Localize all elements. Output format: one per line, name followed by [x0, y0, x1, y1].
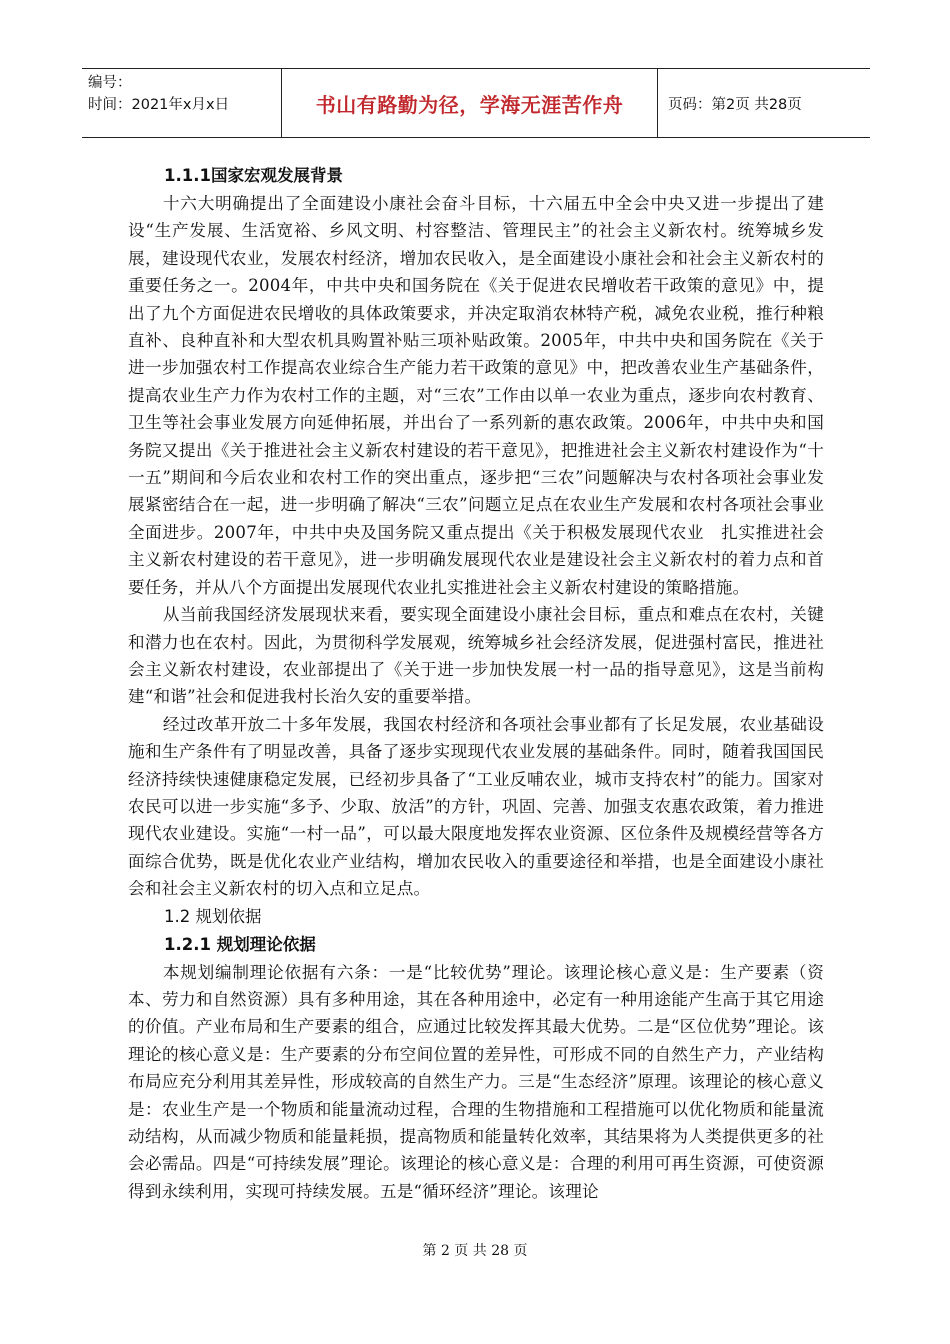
page-footer: 第 2 页 共 28 页: [422, 1243, 528, 1259]
section-heading-1-1-1: 1.1.1国家宏观发展背景: [164, 166, 343, 185]
header-motto-cell: [282, 69, 658, 137]
header-page-info: 页码：第2页 共28页: [668, 96, 802, 113]
paragraph-reform-progress: 经过改革开放二十多年发展，我国农村经济和各项社会事业都有了长足发展，农业基础设施和生产条件有了明显改善，具备了逐步实现现代农业发展的基础条件。同时，随着我国国民经济持续快速健康稳定发展，已经初步具备了“工业反哺农业，城市支持农村”的能力。国家对农民可以进一步实施“多予、少取、放活”的方针，巩固、完善、加强支农惠农政策，着力推进现代农业建设。实施“一村一品”，可以最大限度地发挥农业资源、区位条件及规模经营等各方面综合优势，既是优化农业产业结构，增加农民收入的重要途径和举措，也是全面建设小康社会和社会主义新农村的切入点和立足点。: [128, 714, 824, 899]
page-header: [82, 68, 870, 138]
document-number-label: 编号：: [88, 75, 132, 91]
section-heading-1-2: 1.2 规划依据: [164, 906, 262, 926]
paragraph-theory-basis: 本规划编制理论依据有六条：一是“比较优势”理论。该理论核心意义是：生产要素（资本、劳力和自然资源）具有多种用途，其在各种用途中，必定有一种用途能产生高于其它用途的价值。产业布局和生产要素的组合，应通过比较发挥其最大优势。二是“区位优势”理论。该理论的核心意义是：生产要素的分布空间位置的差异性，可形成不同的自然生产力，产业结构布局应充分利用其差异性，形成较高的自然生产力。三是“生态经济”原理。该理论的核心意义是：农业生产是一个物质和能量流动过程，合理的生物措施和工程措施可以优化物质和能量流动结构，从而减少物质和能量耗损，提高物质和能量转化效率，其结果将为人类提供更多的社会必需品。四是“可持续发展”理论。该理论的核心意义是：合理的利用可再生资源，可使资源得到永续利用，实现可持续发展。五是“循环经济”理论。该理论: [128, 962, 824, 1201]
paragraph-current-situation: 从当前我国经济发展现状来看，要实现全面建设小康社会目标，重点和难点在农村，关键和潜力也在农村。因此，为贯彻科学发展观，统筹城乡社会经济发展，促进强村富民，推进社会主义新农村建设，农业部提出了《关于进一步加快发展一村一品的指导意见》，这是当前构建“和谐”社会和促进我村长治久安的重要举措。: [128, 605, 824, 707]
paragraph-background: 十六大明确提出了全面建设小康社会奋斗目标，十六届五中全会中央又进一步提出了建设“生产发展、生活宽裕、乡风文明、村容整洁、管理民主”的社会主义新农村。统筹城乡发展，建设现代农业，发展农村经济，增加农民收入，是全面建设小康社会和社会主义新农村的重要任务之一。2004年，中共中央和国务院在《关于促进农民增收若干政策的意见》中，提出了九个方面促进农民增收的具体政策要求，并决定取消农林特产税，减免农业税，推行种粮直补、良种直补和大型农机具购置补贴三项补贴政策。2005年，中共中央和国务院在《关于进一步加强农村工作提高农业综合生产能力若干政策的意见》中，把改善农业生产基础条件，提高农业生产力作为农村工作的主题，对“三农”工作由以单一农业为重点，逐步向农村教育、卫生等社会事业发展方向延伸拓展，并出台了一系列新的惠农政策。2006年，中共中央和国务院又提出《关于推进社会主义新农村建设的若干意见》，把推进社会主义新农村建设作为“十一五”期间和今后农业和农村工作的突出重点，逐步把“三农”问题解决与农村各项社会事业发展紧密结合在一起，进一步明确了解决“三农”问题立足点在农业生产发展和农村各项社会事业全面进步。2007年，中共中央及国务院又重点提出《关于积极发展现代农业 扎实推进社会主义新农村建设的若干意见》，进一步明确发展现代农业是建设社会主义新农村的着力点和首要任务，并从八个方面提出发展现代农业扎实推进社会主义新农村建设的策略措施。: [128, 194, 824, 597]
document-body: [128, 162, 824, 1205]
document-time-label: 时间：2021年x月x日: [88, 97, 230, 113]
header-meta: [82, 69, 282, 137]
section-heading-1-2-1: 1.2.1 规划理论依据: [164, 934, 316, 954]
header-motto: 书山有路勤为径，学海无涯苦作舟: [315, 92, 624, 117]
